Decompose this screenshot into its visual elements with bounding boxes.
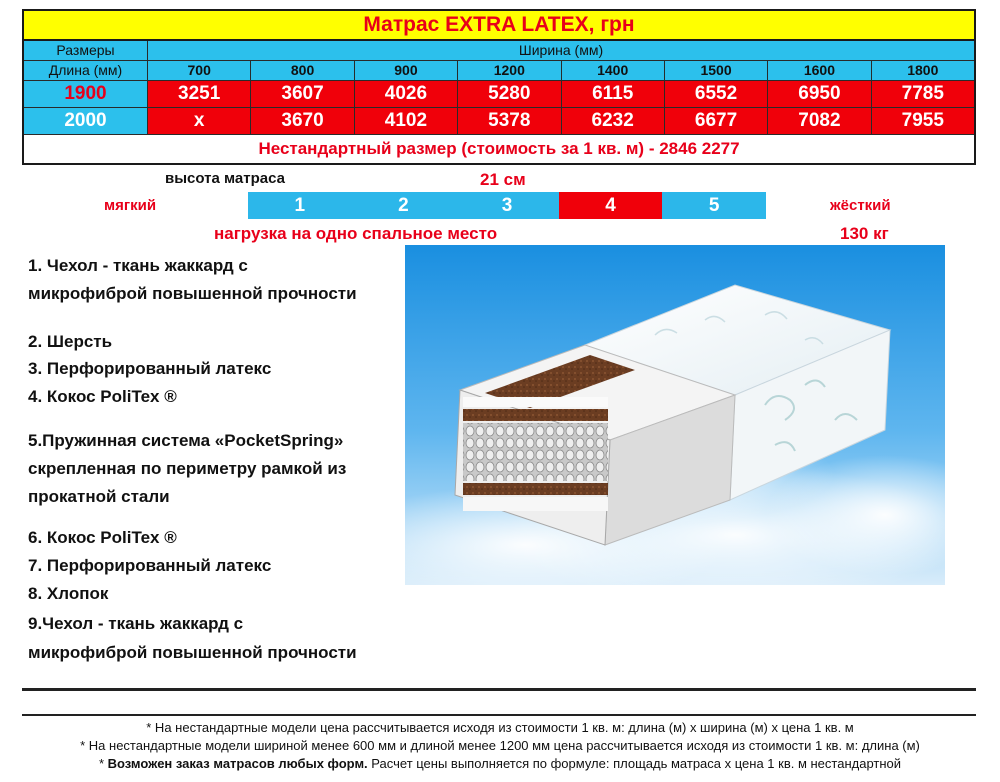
layer-text: прокатной стали bbox=[28, 487, 170, 506]
soft-label: мягкий bbox=[104, 197, 157, 214]
price-cell: 6950 bbox=[768, 81, 871, 107]
layer-text: 3. Перфорированный латекс bbox=[28, 359, 272, 378]
hardness-level: 3 bbox=[455, 192, 559, 219]
height-label: высота матраса bbox=[165, 170, 285, 187]
price-cell: x bbox=[148, 108, 251, 134]
footnote-1: * На нестандартные модели цена рассчитывается исходя из стоимости 1 кв. м: длина (м) х ширина (м) х цена 1 кв. м bbox=[146, 720, 854, 735]
price-cell: 5378 bbox=[458, 108, 561, 134]
width-header-cell: 1800 bbox=[872, 61, 974, 80]
price-cell: 6552 bbox=[665, 81, 768, 107]
load-value: 130 кг bbox=[840, 224, 889, 243]
layer-text: 6. Кокос PoliTex ® bbox=[28, 528, 177, 547]
nonstandard-price-note: Нестандартный размер (стоимость за 1 кв. м) - 2846 2277 bbox=[258, 139, 740, 158]
footnote-3-star: * bbox=[98, 756, 108, 771]
price-cell: 4026 bbox=[355, 81, 458, 107]
layer-text: 2. Шерсть bbox=[28, 332, 113, 351]
width-header-cell: 900 bbox=[355, 61, 458, 80]
hardness-level: 5 bbox=[662, 192, 766, 219]
table-title: Матрас EXTRA LATEX, грн bbox=[24, 11, 974, 41]
width-label: Ширина (мм) bbox=[148, 41, 974, 60]
price-cell: 6115 bbox=[562, 81, 665, 107]
divider-top bbox=[22, 688, 976, 691]
layer-text: 1. Чехол - ткань жаккард с bbox=[28, 256, 248, 275]
layer-text: 8. Хлопок bbox=[28, 584, 109, 603]
layer-text: скрепленная по периметру рамкой из bbox=[28, 459, 347, 478]
price-cell: 4102 bbox=[355, 108, 458, 134]
price-cell: 3251 bbox=[148, 81, 251, 107]
price-cell: 6677 bbox=[665, 108, 768, 134]
footnote-2: * На нестандартные модели шириной менее 600 мм и длиной менее 1200 мм цена рассчитывается исходя из стоимости 1 кв. м: длина (м) bbox=[80, 738, 920, 753]
width-header-cell: 800 bbox=[251, 61, 354, 80]
width-header-cell: 1500 bbox=[665, 61, 768, 80]
price-cell: 5280 bbox=[458, 81, 561, 107]
width-header-cell: 700 bbox=[148, 61, 251, 80]
price-table bbox=[22, 9, 976, 165]
header-row-widths bbox=[24, 61, 974, 81]
price-cell: 7082 bbox=[768, 108, 871, 134]
layer-text: микрофиброй повышенной прочности bbox=[28, 643, 357, 662]
price-cell: 3670 bbox=[251, 108, 354, 134]
layer-text: 9.Чехол - ткань жаккард с bbox=[28, 614, 244, 633]
mattress-image bbox=[405, 245, 945, 585]
hardness-scale bbox=[248, 192, 766, 219]
length-cell: 1900 bbox=[24, 81, 148, 107]
header-row-sizes bbox=[24, 41, 974, 61]
hardness-level: 2 bbox=[352, 192, 456, 219]
table-row bbox=[24, 81, 974, 108]
layer-text: 7. Перфорированный латекс bbox=[28, 556, 272, 575]
layer-text: 5.Пружинная система «PocketSpring» bbox=[28, 431, 344, 450]
width-header-cell: 1400 bbox=[562, 61, 665, 80]
footnote-3-bold: Возможен заказ матрасов любых форм. bbox=[107, 756, 368, 771]
layer-text: 4. Кокос PoliTex ® bbox=[28, 387, 177, 406]
footnote-3 bbox=[0, 756, 1000, 771]
layer-text: микрофиброй повышенной прочности bbox=[28, 284, 357, 303]
width-header-cell: 1200 bbox=[458, 61, 561, 80]
height-value: 21 см bbox=[480, 170, 526, 189]
price-cell: 7785 bbox=[872, 81, 974, 107]
price-cell: 3607 bbox=[251, 81, 354, 107]
length-label: Длина (мм) bbox=[24, 61, 148, 80]
hardness-level: 1 bbox=[248, 192, 352, 219]
hardness-level-selected: 4 bbox=[559, 192, 663, 219]
load-label: нагрузка на одно спальное место bbox=[214, 224, 498, 243]
price-cell: 7955 bbox=[872, 108, 974, 134]
divider-bottom bbox=[22, 714, 976, 716]
price-cell: 6232 bbox=[562, 108, 665, 134]
hard-label: жёсткий bbox=[830, 197, 891, 214]
length-cell: 2000 bbox=[24, 108, 148, 134]
width-header-cell: 1600 bbox=[768, 61, 871, 80]
footnote-3-rest: Расчет цены выполняется по формуле: площадь матраса х цена 1 кв. м нестандартной bbox=[367, 756, 902, 771]
sizes-label: Размеры bbox=[24, 41, 148, 60]
table-row bbox=[24, 108, 974, 135]
